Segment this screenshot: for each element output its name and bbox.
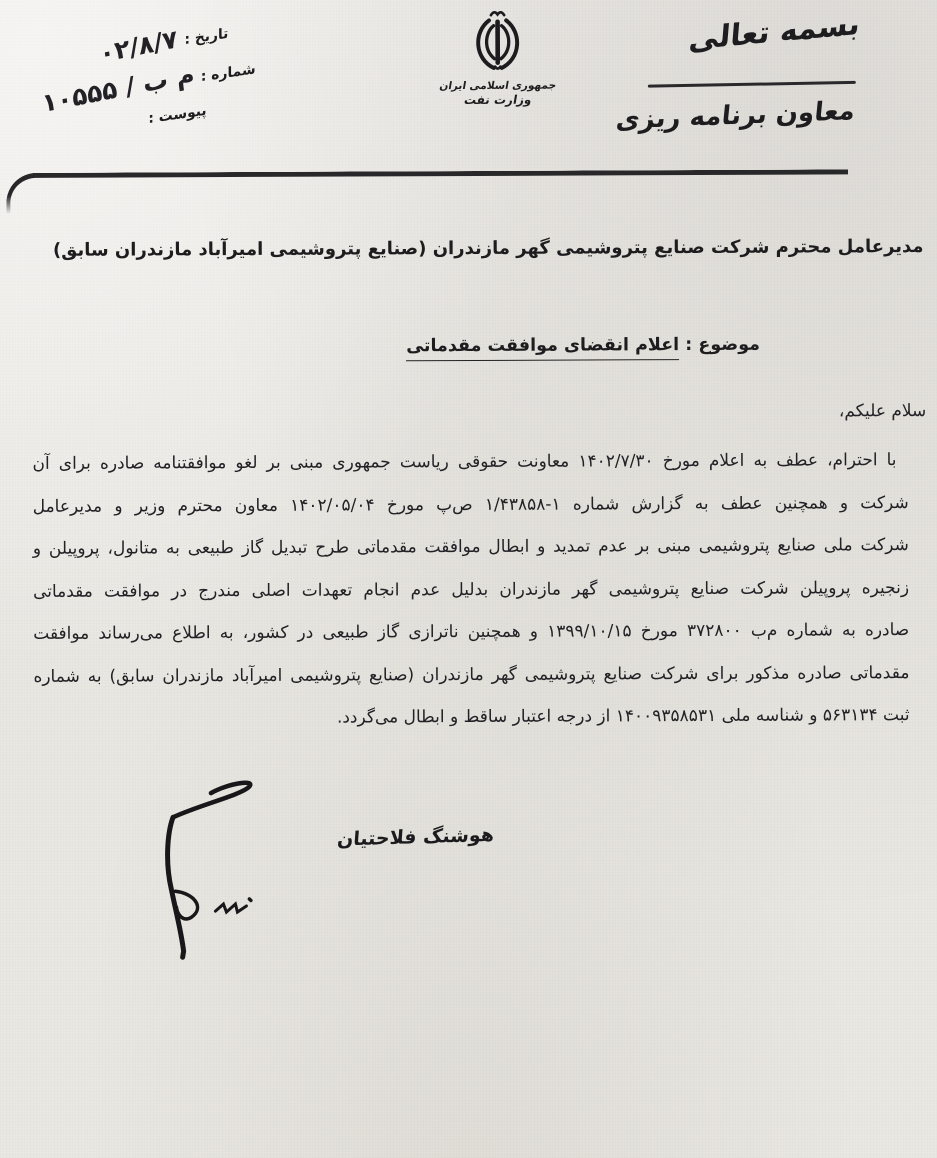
body-line: مقدماتی صادره مذکور برای شرکت صنایع پتروشیمی گهر مازندران (صنایع پتروشیمی امیرآباد مازندران سابق) به شماره: [33, 662, 910, 687]
emblem-caption-country: جمهوری اسلامی ایران: [438, 79, 558, 93]
body-line: شرکت ملی صنایع پتروشیمی مبنی بر عدم تمدید و ابطال موافقت مقدماتی طرح تبدیل گاز طبیعی به متانول، پروپیلن و: [32, 535, 909, 559]
subject-text: اعلام انقضای موافقت مقدماتی: [406, 335, 679, 361]
body-line: شرکت و همچنین عطف به گزارش شماره ۱-۱/۴۳۸۵۸ ص‌پ مورخ ۱۴۰۲/۰۵/۰۴ معاون محترم وزیر و مدیرعامل: [32, 492, 909, 517]
body-line: صادره به شماره م‌ب ۳۷۲۸۰۰ مورخ ۱۳۹۹/۱۰/۱۵ و همچنین ناترازی گاز طبیعی در کشور، به اطلاع می‌رساند موافقت: [33, 620, 910, 644]
body-line: با احترام، عطف به اعلام مورخ ۱۴۰۲/۷/۳۰ معاونت حقوقی ریاست جمهوری مبنی بر لغو موافقتنامه صادره برای آن: [32, 450, 897, 474]
basmala-text: بسمه تعالی: [687, 6, 862, 58]
body-line: زنجیره پروپیلن شرکت صنایع پتروشیمی گهر مازندران بدلیل عدم انجام تعهدات اصلی مندرج در موافقت مقدماتی: [33, 577, 910, 602]
letterhead-emblem-block: [434, 8, 562, 108]
date-label: تاریخ :: [183, 25, 228, 48]
body-line: ثبت ۵۶۳۱۳۴ و شناسه ملی ۱۴۰۰۹۳۵۸۵۳۱ از درجه اعتبار ساقط و ابطال می‌گردد.: [336, 705, 910, 728]
addressee-line: مدیرعامل محترم شرکت صنایع پتروشیمی گهر مازندران (صنایع پتروشیمی امیرآباد مازندران سابق): [52, 236, 924, 261]
handwritten-signature-stroke: [149, 770, 390, 971]
letter-frame-top-rule: [6, 169, 848, 214]
number-value-handwritten: م ب / ۱۰۵۵۵: [40, 59, 196, 119]
reference-fields: [0, 15, 267, 148]
iran-emblem-icon: [465, 8, 531, 78]
number-label: شماره :: [200, 60, 256, 85]
signatory-name: هوشنگ فلاحتیان: [336, 823, 495, 851]
salutation: سلام علیکم،: [838, 401, 927, 422]
subject-line: [406, 335, 760, 357]
emblem-caption-ministry: وزارت نفت: [462, 92, 533, 108]
attachment-label: پیوست :: [148, 102, 207, 128]
basmala-underline: [648, 81, 856, 88]
date-value-handwritten: ۰۲/۸/۷: [98, 24, 180, 69]
body-paragraph: [32, 439, 909, 740]
subject-label: موضوع :: [685, 334, 761, 356]
deputy-title: معاون برنامه ریزی: [614, 96, 857, 136]
